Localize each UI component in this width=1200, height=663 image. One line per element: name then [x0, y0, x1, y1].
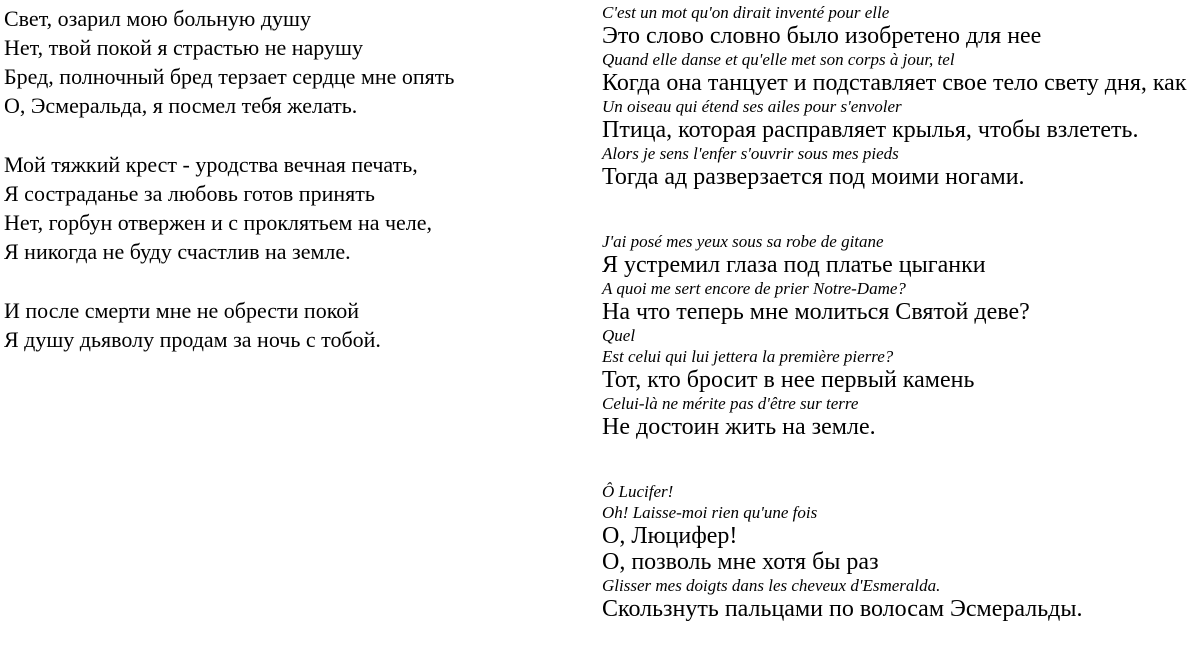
lyric-line: О, Эсмеральда, я посмел тебя желать. [4, 93, 358, 118]
russian-lyrics-column [4, 4, 584, 384]
french-original-line: Quel [602, 326, 636, 345]
russian-translation-line: Я устремил глаза под платье цыганки [602, 252, 986, 278]
lyric-line: Мой тяжкий крест - уродства вечная печать, [4, 152, 418, 177]
translation-block [602, 481, 1200, 622]
russian-translation-line: Птица, которая расправляет крылья, чтобы взлететь. [602, 117, 1139, 143]
lyric-line: Я душу дьяволу продам за ночь с тобой. [4, 327, 381, 352]
french-original-line: Est celui qui lui jettera la première pierre? [602, 347, 894, 366]
russian-translation-line: Это слово словно было изобретено для нее [602, 23, 1042, 49]
lyric-line: Нет, горбун отвержен и с проклятьем на челе, [4, 210, 433, 235]
russian-translation-line: Тогда ад разверзается под моими ногами. [602, 164, 1025, 190]
translation-block [602, 2, 1200, 190]
russian-translation-line: Когда она танцует и подставляет свое тело свету дня, как [602, 70, 1187, 96]
french-original-line: Celui-là ne mérite pas d'être sur terre [602, 394, 859, 413]
french-original-line: Alors je sens l'enfer s'ouvrir sous mes pieds [602, 144, 899, 163]
russian-translation-line: На что теперь мне молиться Святой деве? [602, 299, 1030, 325]
french-original-line: Ô Lucifer! [602, 482, 674, 501]
french-original-line: J'ai posé mes yeux sous sa robe de gitane [602, 232, 884, 251]
lyric-line: Свет, озарил мою больную душу [4, 6, 311, 31]
russian-translation-line: Не достоин жить на земле. [602, 414, 876, 440]
french-original-line: A quoi me sert encore de prier Notre-Dame? [602, 279, 906, 298]
french-original-line: Un oiseau qui étend ses ailes pour s'envoler [602, 97, 902, 116]
french-original-line: C'est un mot qu'on dirait inventé pour elle [602, 3, 890, 22]
translation-block [602, 231, 1200, 440]
russian-translation-line: Тот, кто бросит в нее первый камень [602, 367, 975, 393]
lyrics-stanza [4, 296, 584, 354]
russian-translation-line: О, Люцифер! [602, 523, 738, 549]
lyric-line: И после смерти мне не обрести покой [4, 298, 360, 323]
russian-translation-line: О, позволь мне хотя бы раз [602, 549, 879, 575]
lyric-line: Бред, полночный бред терзает сердце мне опять [4, 64, 455, 89]
french-original-line: Glisser mes doigts dans les cheveux d'Esmeralda. [602, 576, 941, 595]
russian-translation-line: Скользнуть пальцами по волосам Эсмеральды. [602, 596, 1083, 622]
lyrics-stanza [4, 4, 584, 120]
lyric-line: Нет, твой покой я страстью не нарушу [4, 35, 363, 60]
french-original-line: Oh! Laisse-moi rien qu'une fois [602, 503, 818, 522]
french-russian-translation-column [602, 2, 1200, 663]
lyrics-stanza [4, 150, 584, 266]
lyric-line: Я состраданье за любовь готов принять [4, 181, 375, 206]
french-original-line: Quand elle danse et qu'elle met son corps à jour, tel [602, 50, 955, 69]
lyric-line: Я никогда не буду счастлив на земле. [4, 239, 351, 264]
